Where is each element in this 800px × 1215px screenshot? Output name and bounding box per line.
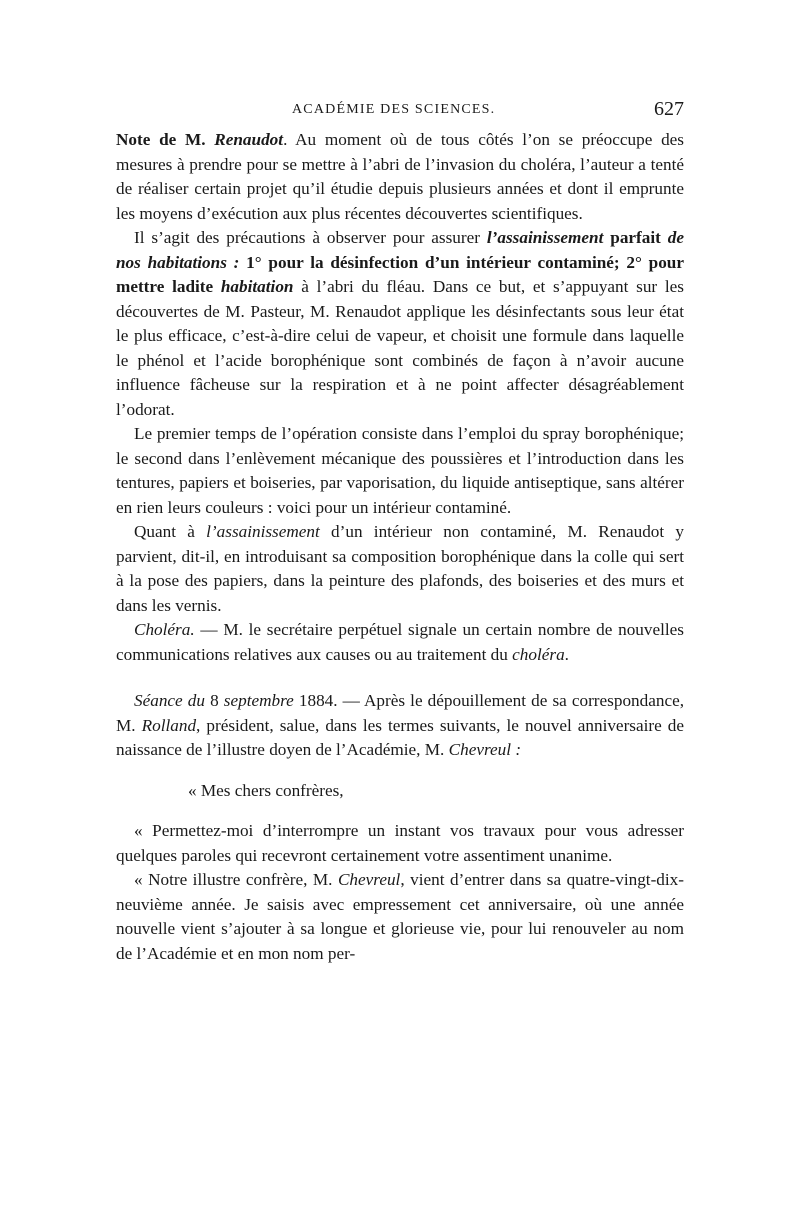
paragraph-non-contamine [116,520,684,618]
speech-paragraph-1 [116,819,684,868]
term-habitation: habitation [220,277,294,296]
author-name: Renaudot [214,130,284,149]
term-habitations: de nos habitations : [116,228,684,272]
paragraph-text: Le premier temps de l’opération consiste dans l’emploi du spray borophénique; le second dans l’enlèvement mécanique des poussières et l’introduction dans les tentures, papiers et boiseries, par vaporisation, du liquide antiseptique, sans altérer en rien leurs couleurs : voici pour un intérieur contaminé. [116,424,684,517]
term-assainissement: l’assainissement [486,228,604,247]
paragraph-text: d’un intérieur non contaminé, M. Renaudot y parvient, dit-il, en introduisant sa composition borophénique dans la colle qui sert à la pose des papiers, dans la peinture des plafonds, des boiseries et des murs et dans les vernis. [116,522,684,615]
paragraph-text: Il s’agit des précautions à observer pour assurer [134,228,487,247]
doyen-name: Chevreul : [448,740,522,759]
paragraph-cholera [116,618,684,667]
paragraph-text: , vient d’entrer dans sa quatre-vingt-dix-neuvième année. Je saisis avec empressement cet anniversaire, où une année nouvelle vient s’ajouter à sa longue et glorieuse vie, pour lui renouveler au nom de l’Académie et en mon nom per- [116,870,684,963]
seance-label: Séance du [134,691,205,710]
paragraph-seance [116,689,684,763]
seance-day: 8 [204,691,224,710]
paragraph-text: — Après le dépouillement de sa correspondance, M. [116,691,685,735]
paragraph-text: . [564,644,569,664]
seance-year: 1884. [293,691,338,710]
seance-month: septembre [223,691,294,710]
president-name: Rolland [141,715,197,735]
term-cholera: choléra [512,644,565,664]
running-title: ACADÉMIE DES SCIENCES. [292,102,496,117]
paragraph-operation [116,422,684,520]
running-head [116,98,684,124]
speech-salutation [116,779,684,804]
paragraph-text: . Au moment où de tous côtés l’on se préoccupe des mesures à prendre pour se mettre à l’abri de l’invasion du choléra, l’auteur a tenté de réaliser certain projet qu’il étudie depuis plusieurs années et dont il emprunte les moyens d’exécution aux plus récentes découvertes scientifiques. [116,130,684,223]
paragraph-text: parfait [603,228,668,247]
paragraph-text: Quant à [134,522,207,541]
paragraph-note-renaudot [116,128,684,226]
paragraph-text: , président, salue, dans les termes suivants, le nouvel anniversaire de naissance de l’illustre doyen de l’Académie, M. [116,715,684,759]
note-lead: Note de M. [116,130,215,149]
page-number: 627 [654,98,684,120]
term-assainissement: l’assainissement [206,522,320,541]
paragraph-text: « Mes chers confrères, [188,780,344,800]
section-title-cholera: Choléra. [134,620,195,639]
paragraph-text: — M. le secrétaire perpétuel signale un certain nombre de nouvelles communications relatives aux causes ou au traitement du [116,620,684,664]
paragraph-text: « Permettez-moi d’interrompre un instant vos travaux pour vous adresser quelques paroles qui recevront certainement votre assentiment unanime. [116,821,684,865]
body-text [116,128,684,966]
chevreul-name: Chevreul [337,870,401,889]
paragraph-text: « Notre illustre confrère, M. [134,870,338,889]
paragraph-text: à l’abri du fléau. Dans ce but, et s’appuyant sur les découvertes de M. Pasteur, M. Renaudot applique les désinfectants sous leur état le plus efficace, c’est-à-dire celui de vapeur, et choisit une formule dans laquelle le phénol et l’acide borophénique sont combinés de façon à n’avoir aucune influence fâcheuse sur la respiration et à ne point affecter désagréablement l’odorat. [116,277,684,419]
paragraph-text: 1° pour la désinfection d’un intérieur contaminé; 2° pour mettre ladite [116,252,684,296]
paragraph-precautions [116,226,684,422]
speech-paragraph-2 [116,868,684,966]
